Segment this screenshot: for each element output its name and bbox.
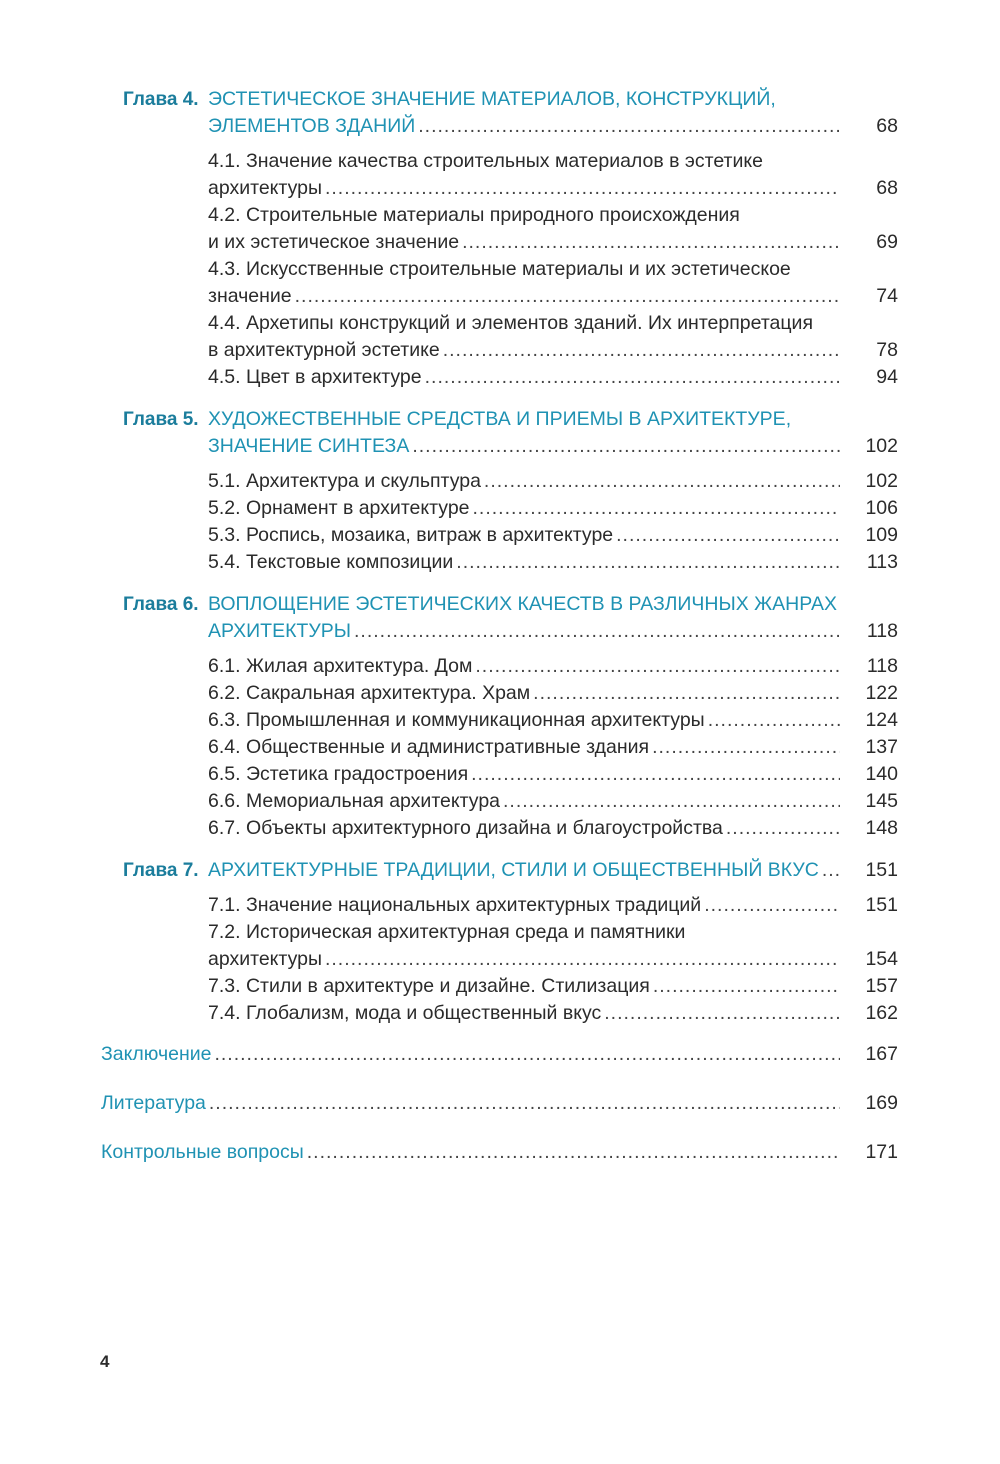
section-line-text-leader — [208, 946, 840, 973]
section-line — [208, 734, 898, 761]
page-ref: 167 — [865, 1043, 898, 1065]
section-text: 4.1. Значение качества строительных материалов в эстетике — [208, 150, 763, 172]
page-ref: 171 — [865, 1141, 898, 1163]
chapter-entry — [0, 857, 1000, 1027]
dot-leader — [503, 788, 840, 815]
page-ref: 148 — [865, 817, 898, 839]
section-line — [208, 815, 898, 842]
page-ref: 124 — [865, 709, 898, 731]
section-entry — [208, 148, 1000, 202]
chapter-title-line — [208, 857, 898, 884]
chapter-title-line — [208, 86, 1000, 113]
page-ref: 122 — [865, 682, 898, 704]
section-line — [208, 468, 898, 495]
section-line-text-leader — [208, 973, 840, 1000]
section-line — [208, 364, 898, 391]
section-line — [208, 148, 1000, 175]
chapter-title-line-text: ЭЛЕМЕНТОВ ЗДАНИЙ — [208, 115, 416, 137]
section-text: 4.3. Искусственные строительные материалы и их эстетическое — [208, 258, 791, 280]
dot-leader — [418, 113, 840, 140]
section-line — [208, 256, 1000, 283]
chapter-label: Глава 5. — [123, 409, 199, 430]
section-line — [208, 337, 898, 364]
section-entry — [208, 919, 1000, 973]
section-line — [208, 788, 898, 815]
dot-leader — [616, 522, 840, 549]
section-line — [208, 202, 1000, 229]
table-of-contents — [0, 86, 1000, 1166]
section-line — [208, 653, 898, 680]
section-line-text: архитектуры — [208, 948, 322, 970]
section-line-text: 5.4. Текстовые композиции — [208, 551, 454, 573]
section-line — [208, 707, 898, 734]
back-matter-line-text: Контрольные вопросы — [101, 1141, 304, 1163]
section-line-text-leader — [208, 707, 840, 734]
dot-leader — [456, 549, 840, 576]
section-line-text: 6.4. Общественные и административные здания — [208, 736, 650, 758]
section-line-text-leader — [208, 468, 840, 495]
section-entry — [208, 734, 1000, 761]
chapter-title-line-text: ЗНАЧЕНИЕ СИНТЕЗА — [208, 435, 410, 457]
section-line-text-leader — [208, 364, 840, 391]
section-text: 4.4. Архетипы конструкций и элементов зданий. Их интерпретация — [208, 312, 814, 334]
section-line-text: 7.1. Значение национальных архитектурных традиций — [208, 894, 702, 916]
dot-leader — [214, 1041, 840, 1068]
section-line-text: 6.3. Промышленная и коммуникационная архитектуры — [208, 709, 705, 731]
page-ref: 118 — [866, 620, 898, 642]
section-line — [208, 892, 898, 919]
dot-leader — [533, 680, 840, 707]
chapter-title-line-text-leader — [208, 618, 840, 645]
page-ref: 68 — [876, 177, 898, 199]
page-ref: 94 — [876, 366, 898, 388]
section-entry — [208, 549, 1000, 576]
chapter-title-line-text: АРХИТЕКТУРЫ — [208, 620, 352, 642]
chapter-title-line — [208, 591, 1000, 618]
chapter-title-text: ЭСТЕТИЧЕСКОЕ ЗНАЧЕНИЕ МАТЕРИАЛОВ, КОНСТРУКЦИЙ, — [208, 88, 776, 110]
page-ref: 109 — [865, 524, 898, 546]
section-line-text: архитектуры — [208, 177, 322, 199]
section-line-text: 6.6. Мемориальная архитектура — [208, 790, 501, 812]
section-list — [0, 892, 1000, 1027]
section-entry — [208, 788, 1000, 815]
section-line — [208, 175, 898, 202]
dot-leader — [704, 892, 840, 919]
page-ref: 140 — [865, 763, 898, 785]
chapter-heading — [0, 591, 1000, 645]
chapter-title-line-text-leader — [208, 113, 840, 140]
back-matter-line-text-leader — [101, 1139, 840, 1166]
section-line — [208, 522, 898, 549]
chapter-heading — [0, 406, 1000, 460]
back-matter-entry — [0, 1041, 1000, 1068]
section-line — [208, 919, 1000, 946]
section-text: 7.2. Историческая архитектурная среда и памятники — [208, 921, 686, 943]
section-line — [208, 946, 898, 973]
section-line-text-leader — [208, 892, 840, 919]
page-ref: 154 — [865, 948, 898, 970]
section-line-text: в архитектурной эстетике — [208, 339, 440, 361]
section-entry — [208, 1000, 1000, 1027]
back-matter-line — [101, 1090, 898, 1117]
section-line — [208, 495, 898, 522]
chapter-title-text: ВОПЛОЩЕНИЕ ЭСТЕТИЧЕСКИХ КАЧЕСТВ В РАЗЛИЧНЫХ ЖАНРАХ — [208, 593, 837, 615]
dot-leader — [354, 618, 840, 645]
page-ref: 102 — [865, 435, 898, 457]
back-matter-line-text-leader — [101, 1090, 840, 1117]
dot-leader — [412, 433, 840, 460]
section-entry — [208, 707, 1000, 734]
chapter-title-text: ХУДОЖЕСТВЕННЫЕ СРЕДСТВА И ПРИЕМЫ В АРХИТЕКТУРЕ, — [208, 408, 792, 430]
back-matter-line-text: Литература — [101, 1092, 206, 1114]
page-ref: 102 — [865, 470, 898, 492]
page-ref: 162 — [865, 1002, 898, 1024]
section-line — [208, 1000, 898, 1027]
section-entry — [208, 653, 1000, 680]
section-line — [208, 680, 898, 707]
section-entry — [208, 892, 1000, 919]
section-line-text-leader — [208, 815, 840, 842]
section-line-text: 5.3. Роспись, мозаика, витраж в архитектуре — [208, 524, 614, 546]
page-ref: 68 — [876, 115, 898, 137]
dot-leader — [604, 1000, 840, 1027]
dot-leader — [325, 175, 840, 202]
chapter-entry — [0, 86, 1000, 391]
page-ref: 137 — [865, 736, 898, 758]
chapter-heading — [0, 857, 1000, 884]
section-line — [208, 549, 898, 576]
section-line-text-leader — [208, 549, 840, 576]
dot-leader — [209, 1090, 840, 1117]
dot-leader — [475, 653, 840, 680]
dot-leader — [473, 495, 840, 522]
section-line-text-leader — [208, 283, 840, 310]
dot-leader — [484, 468, 840, 495]
section-line-text: значение — [208, 285, 292, 307]
dot-leader — [443, 337, 840, 364]
section-line — [208, 283, 898, 310]
section-line-text: 5.2. Орнамент в архитектуре — [208, 497, 470, 519]
page-ref: 169 — [865, 1092, 898, 1114]
section-line-text-leader — [208, 680, 840, 707]
page-ref: 151 — [865, 859, 898, 881]
section-entry — [208, 364, 1000, 391]
dot-leader — [471, 761, 840, 788]
page-ref: 157 — [865, 975, 898, 997]
section-line-text: 7.3. Стили в архитектуре и дизайне. Стилизация — [208, 975, 650, 997]
page-ref: 118 — [866, 655, 898, 677]
section-entry — [208, 310, 1000, 364]
chapter-label: Глава 7. — [123, 860, 199, 881]
section-entry — [208, 495, 1000, 522]
page-ref: 78 — [876, 339, 898, 361]
chapter-label: Глава 4. — [123, 89, 199, 110]
section-line-text-leader — [208, 653, 840, 680]
dot-leader — [653, 973, 840, 1000]
chapter-title-line — [208, 433, 898, 460]
dot-leader — [822, 857, 840, 884]
dot-leader — [726, 815, 840, 842]
chapter-title-line-text-leader — [208, 857, 840, 884]
dot-leader — [295, 283, 840, 310]
back-matter-entry — [0, 1090, 1000, 1117]
chapter-title-line-text: АРХИТЕКТУРНЫЕ ТРАДИЦИИ, СТИЛИ И ОБЩЕСТВЕННЫЙ ВКУС — [208, 859, 819, 881]
dot-leader — [307, 1139, 840, 1166]
dot-leader — [325, 946, 840, 973]
dot-leader — [708, 707, 840, 734]
chapter-title-line — [208, 618, 898, 645]
section-line-text: 7.4. Глобализм, мода и общественный вкус — [208, 1002, 602, 1024]
chapter-heading — [0, 86, 1000, 140]
section-line-text-leader — [208, 522, 840, 549]
section-entry — [208, 468, 1000, 495]
section-line-text-leader — [208, 175, 840, 202]
chapter-entry — [0, 591, 1000, 842]
section-entry — [208, 973, 1000, 1000]
section-list — [0, 148, 1000, 391]
chapter-title-line — [208, 113, 898, 140]
section-line-text-leader — [208, 1000, 840, 1027]
section-line-text: 5.1. Архитектура и скульптура — [208, 470, 481, 492]
chapter-title-line-text-leader — [208, 433, 840, 460]
section-entry — [208, 761, 1000, 788]
section-text: 4.2. Строительные материалы природного происхождения — [208, 204, 740, 226]
section-line-text-leader — [208, 495, 840, 522]
chapter-title-line — [208, 406, 1000, 433]
section-entry — [208, 256, 1000, 310]
page-ref: 151 — [865, 894, 898, 916]
section-list — [0, 653, 1000, 842]
back-matter-line-text: Заключение — [101, 1043, 212, 1065]
page-ref: 106 — [865, 497, 898, 519]
section-line-text-leader — [208, 788, 840, 815]
page-ref: 74 — [876, 285, 898, 307]
section-list — [0, 468, 1000, 576]
section-entry — [208, 202, 1000, 256]
dot-leader — [652, 734, 840, 761]
page-ref: 69 — [876, 231, 898, 253]
section-line-text-leader — [208, 337, 840, 364]
section-line-text-leader — [208, 734, 840, 761]
back-matter-line — [101, 1041, 898, 1068]
section-line — [208, 761, 898, 788]
section-line-text: и их эстетическое значение — [208, 231, 460, 253]
back-matter-line — [101, 1139, 898, 1166]
section-line-text: 6.1. Жилая архитектура. Дом — [208, 655, 473, 677]
page-number: 4 — [100, 1352, 110, 1371]
section-line-text: 6.2. Сакральная архитектура. Храм — [208, 682, 531, 704]
page-ref: 145 — [865, 790, 898, 812]
section-line — [208, 973, 898, 1000]
section-line — [208, 229, 898, 256]
chapter-entry — [0, 406, 1000, 576]
section-line-text: 6.7. Объекты архитектурного дизайна и благоустройства — [208, 817, 723, 839]
back-matter-entry — [0, 1139, 1000, 1166]
section-line-text: 6.5. Эстетика градостроения — [208, 763, 469, 785]
dot-leader — [462, 229, 840, 256]
section-entry — [208, 522, 1000, 549]
section-entry — [208, 815, 1000, 842]
back-matter-line-text-leader — [101, 1041, 840, 1068]
dot-leader — [425, 364, 840, 391]
chapter-label: Глава 6. — [123, 594, 199, 615]
section-line-text: 4.5. Цвет в архитектуре — [208, 366, 422, 388]
section-line — [208, 310, 1000, 337]
section-entry — [208, 680, 1000, 707]
section-line-text-leader — [208, 761, 840, 788]
page-ref: 113 — [866, 551, 898, 573]
section-line-text-leader — [208, 229, 840, 256]
